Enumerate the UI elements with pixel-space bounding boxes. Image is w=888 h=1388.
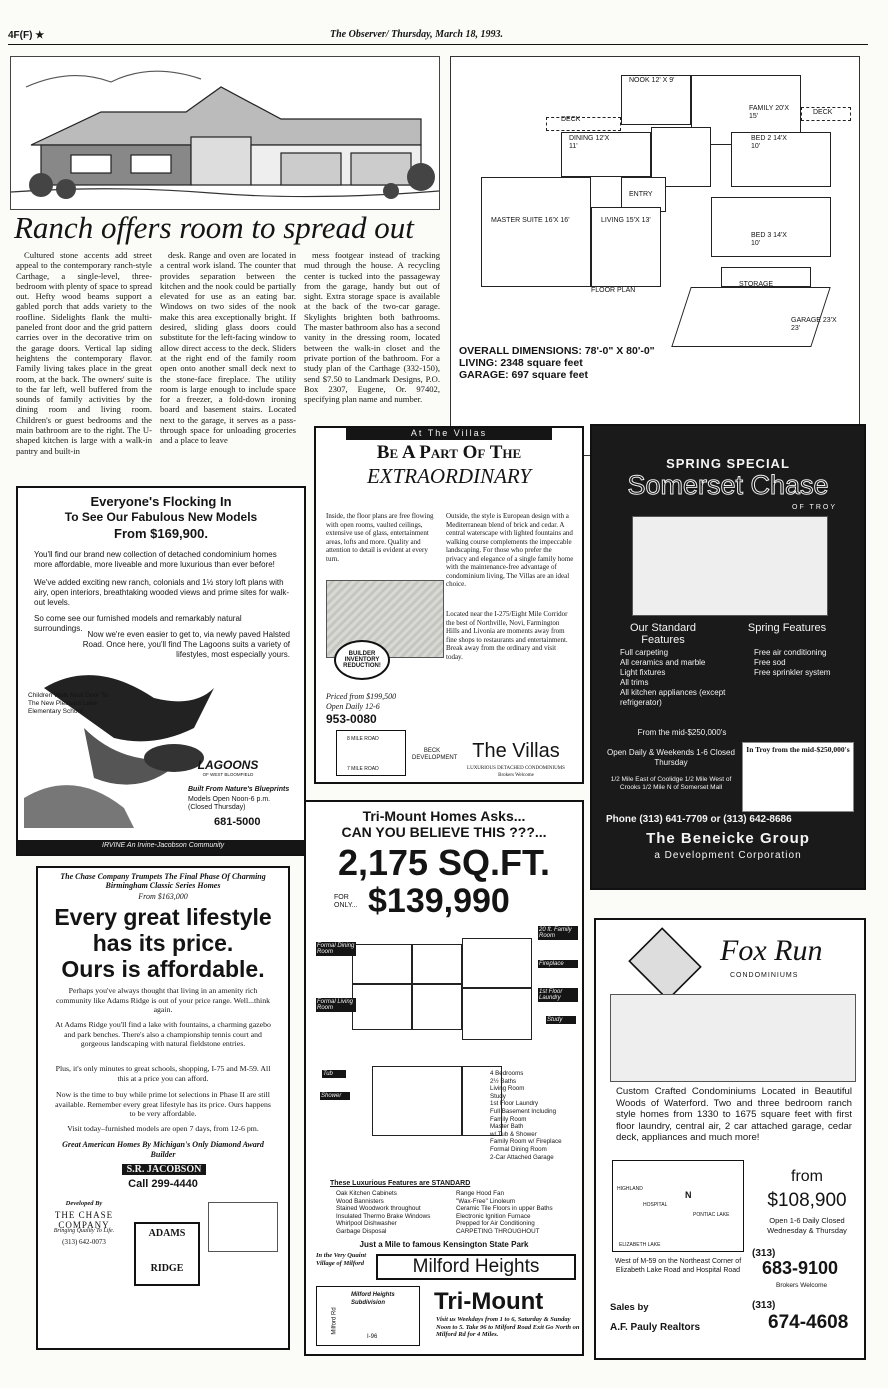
trimount-ad bbox=[304, 800, 584, 1356]
trimount-logo: Tri-Mount bbox=[434, 1288, 544, 1315]
villas-phone: 953-0080 bbox=[326, 712, 377, 726]
somerset-list1: Full carpeting All ceramics and marble Light fixtures All trims All kitchen appliances (except refrigerator) bbox=[620, 648, 726, 707]
trimount-price: $139,990 bbox=[368, 882, 510, 920]
chase-p5: Visit today–furnished models are open 7 days, from 12-6 pm. bbox=[67, 1124, 259, 1133]
trimount-map bbox=[316, 1286, 420, 1346]
room-label: ENTRY bbox=[629, 191, 653, 198]
map-road: 8 MILE ROAD bbox=[347, 736, 379, 742]
map-road: HOSPITAL bbox=[643, 1202, 668, 1208]
chase-p2: At Adams Ridge you'll find a lake with fountains, a charming gazebo and park benches. There's also a championship tennis court and gorgeous landscaping with natural fieldstone entries. bbox=[55, 1020, 271, 1048]
somerset-h2: Spring Features bbox=[747, 622, 827, 634]
villas-left-text: Inside, the floor plans are free flowing with open rooms, vaulted ceilings, extensive use of glass, entertainment areas, lofts and more. Quality and attention to detail is evident at every turn. bbox=[326, 512, 434, 563]
room-bed3 bbox=[711, 197, 831, 257]
lagoons-h3: From $169,900. bbox=[114, 526, 208, 541]
overall-dimensions: OVERALL DIMENSIONS: 78'-0" X 80'-0" LIVING: 2348 square feet GARAGE: 697 square feet bbox=[459, 345, 655, 381]
villas-title-1: Be A Part Of The bbox=[376, 442, 522, 463]
trimount-tag: Shower bbox=[320, 1092, 350, 1100]
lagoons-hours: Models Open Noon-6 p.m. (Closed Thursday) bbox=[188, 796, 271, 811]
chase-map bbox=[208, 1202, 278, 1252]
villas-banner: At The Villas bbox=[346, 428, 552, 440]
somerset-of: OF TROY bbox=[792, 504, 837, 511]
chase-phone: (313) 642-0073 bbox=[62, 1238, 106, 1246]
foxrun-area2: (313) bbox=[752, 1300, 776, 1311]
room bbox=[462, 938, 532, 988]
map-north: N bbox=[685, 1190, 692, 1200]
villas-sub: LUXURIOUS DETACHED CONDOMINIUMS bbox=[467, 766, 565, 771]
villas-ad bbox=[314, 426, 584, 784]
lagoons-ad bbox=[16, 486, 306, 856]
foxrun-emblem bbox=[628, 927, 702, 1001]
room-master bbox=[481, 177, 591, 287]
room-deck-left bbox=[546, 117, 621, 131]
trimount-tag: 1st Floor Laundry bbox=[538, 988, 578, 1002]
lagoons-logo: LAGOONS bbox=[197, 758, 259, 772]
room-label: BED 2 14'X 10' bbox=[751, 135, 787, 150]
room bbox=[462, 988, 532, 1040]
lagoons-h2: To See Our Fabulous New Models bbox=[64, 510, 258, 524]
room bbox=[372, 1066, 462, 1136]
foxrun-sales: Sales by bbox=[610, 1302, 649, 1313]
lagoons-logo-sub: OF WEST BLOOMFIELD bbox=[202, 772, 254, 777]
villas-right-1: Outside, the style is European design with a Mediterranean blend of brick and cedar. A central waterscape with lighted fountains and walking course complements the impeccable landscaping. For those who prefer the privacy and elegance of a single family home with the maintenance-free advantage of condominium living, The Villas are an ideal choice. bbox=[446, 512, 574, 588]
trimount-std1: Oak Kitchen Cabinets Wood Bannisters Stained Woodwork throughout Insulated Thermo Brake Windows Whirlpool Dishwasher Garbage Disposal bbox=[336, 1190, 431, 1235]
trimount-tag: Formal Dining Room bbox=[317, 943, 355, 955]
page-header: The Observer/ Thursday, March 18, 1993. bbox=[330, 29, 503, 40]
ranch-illustration bbox=[10, 56, 440, 210]
somerset-top: SPRING SPECIAL bbox=[666, 456, 790, 471]
lagoons-p2: We've added exciting new ranch, colonials and 1½ story loft plans with airy, open interiors, breathtaking wooded views and prime sites for walk-out levels. bbox=[34, 578, 290, 607]
room-label: FLOOR PLAN bbox=[591, 287, 636, 294]
trimount-tag: Fireplace bbox=[538, 960, 578, 968]
villas-price: Priced from $199,500 bbox=[326, 692, 397, 701]
chase-tag: Great American Homes By Michigan's Only Diamond Award Builder bbox=[62, 1140, 264, 1159]
map-sub: Milford Heights Subdivision bbox=[351, 1292, 395, 1306]
trimount-ask: Tri-Mount Homes Asks... bbox=[362, 808, 526, 824]
lagoons-built: Built From Nature's Blueprints bbox=[188, 786, 290, 793]
header-rule bbox=[8, 44, 868, 45]
somerset-dir: 1/2 Mile East of Coolidge 1/2 Mile West of Crooks 1/2 Mile N of Somerset Mall bbox=[610, 776, 732, 791]
chase-p1: Perhaps you've always thought that living in an amenity rich community like Adams Ridge is out of your price range. Well...think again. bbox=[55, 986, 271, 1014]
chase-company: THE CHASE COMPANY bbox=[54, 1210, 114, 1230]
somerset-from: From the mid-$250,000's bbox=[637, 728, 727, 737]
villas-hours: Open Daily 12-6 bbox=[326, 702, 380, 711]
foxrun-brokers: Brokers Welcome bbox=[776, 1282, 828, 1289]
foxrun-phone2: 674-4608 bbox=[768, 1312, 849, 1333]
chase-h1: Every great lifestyle bbox=[54, 904, 272, 930]
chase-intro: The Chase Company Trumpets The Final Phase Of Charming Birmingham Classic Series Homes bbox=[60, 872, 266, 890]
room-label: FAMILY 20'X 15' bbox=[749, 105, 789, 120]
room-label: STORAGE bbox=[739, 281, 774, 288]
lagoons-p1: You'll find our brand new collection of detached condominium homes more affordable, more liveable and more luxurious than ever before! bbox=[34, 550, 277, 569]
somerset-list2: Free air conditioning Free sod Free sprinkler system bbox=[754, 648, 831, 677]
trimount-tag: Tub bbox=[322, 1070, 346, 1078]
trimount-visit: Visit us Weekdays from 1 to 6, Saturday & Sunday Noon to 5. Take 96 to Milford Road Exit Go North on Milford Rd for 4 Miles. bbox=[436, 1316, 580, 1338]
ranch-headline: Ranch offers room to spread out bbox=[14, 210, 414, 245]
room-label: MASTER SUITE 16'X 16' bbox=[491, 217, 570, 224]
room bbox=[412, 984, 462, 1030]
chase-h3: Ours is affordable. bbox=[61, 956, 265, 982]
trimount-milford: Milford Heights bbox=[376, 1254, 576, 1280]
trimount-believe: CAN YOU BELIEVE THIS ???... bbox=[341, 824, 547, 840]
room bbox=[352, 984, 412, 1030]
trimount-std-head: These Luxurious Features are STANDARD bbox=[330, 1180, 471, 1187]
lagoons-phone: 681-5000 bbox=[214, 816, 261, 828]
villas-badge: BUILDER INVENTORY REDUCTION! bbox=[334, 640, 390, 680]
map-road: I-96 bbox=[367, 1334, 378, 1340]
room bbox=[412, 944, 462, 984]
chase-quality: Bringing Quality To Life. bbox=[53, 1228, 115, 1234]
lagoons-walk: Children Walk Next Door To The New Pleasant Lake Elementary School. bbox=[28, 692, 108, 715]
somerset-hours: Open Daily & Weekends 1-6 Closed Thursday bbox=[607, 748, 735, 767]
trimount-mile: Just a Mile to famous Kensington State Park bbox=[359, 1240, 529, 1249]
foxrun-dir: West of M-59 on the Northeast Corner of Elizabeth Lake Road and Hospital Road bbox=[614, 1258, 742, 1274]
villas-beck: BECK DEVELOPMENT bbox=[412, 748, 458, 761]
map-road: ELIZABETH LAKE bbox=[619, 1242, 661, 1248]
room-label: NOOK 12' X 9' bbox=[629, 77, 675, 84]
map-road: Milford Rd bbox=[331, 1307, 338, 1335]
somerset-house bbox=[632, 516, 828, 616]
foxrun-map bbox=[612, 1160, 744, 1252]
room bbox=[352, 944, 412, 984]
map-road: 7 MILE ROAD bbox=[347, 766, 379, 772]
foxrun-house bbox=[610, 994, 856, 1082]
lagoons-footer: IRVINE An Irvine-Jacobson Community bbox=[18, 840, 304, 854]
foxrun-ad bbox=[594, 918, 866, 1360]
chase-dev: Developed By bbox=[65, 1200, 103, 1207]
trimount-std2: Range Hood Fan "Wax-Free" Linoleum Ceramic Tile Floors in upper Baths Electronic Ignition Furnace Prepped for Air Conditioning CARPETING THROUGHOUT bbox=[456, 1190, 553, 1235]
foxrun-text: Custom Crafted Condominiums Located in Beautiful Woods of Waterford. Two and three bedroom ranch style homes from 1330 to 1675 square feet with first floor laundry, central air, 2 car attached garage, cedar deck, appliances and much more! bbox=[616, 1086, 852, 1143]
map-road: HIGHLAND bbox=[617, 1186, 643, 1192]
trimount-quaint: In the Very Quaint Village of Milford bbox=[316, 1252, 367, 1267]
foxrun-hours: Open 1-6 Daily Closed Wednesday & Thursday bbox=[767, 1216, 847, 1235]
house-rendering bbox=[11, 57, 439, 209]
trimount-for: FOR ONLY... bbox=[334, 894, 358, 909]
ranch-col-3: mess footgear instead of tracking mud through the house. A recycling center is tucked into the passageway from the garage, handy but out of sight. Extra storage space is available at the back of the two-car garage. Skylights brighten both bathrooms. The master bathroom also has a second vanity in the dressing room, located between the walk-in closet and the private portion of the bathroom. For a study plan of the Carthage (332-150), send $7.50 to Landmark Designs, P.O. Box 2307, Eugene, Or. 97402, specifying plan name and number. bbox=[304, 250, 440, 405]
foxrun-phone1: 683-9100 bbox=[762, 1258, 839, 1278]
ranch-col-2: desk. Range and oven are located in a central work island. The counter that provides separation between the kitchen and the nook could be partially elevated for use as an eating bar. Windows on two sides of the nook make this area exceptionally bright. If desired, sliding glass doors could substitute for the left-facing window to allow direct access to the deck. Sliders at the right end of the family room open onto another small deck next to the stone-face fireplace. The utility room is large enough to include space for a freezer, a fold-down ironing board and basement stairs. Located next to the garage, it serves as a pass-through space for unloading groceries and a place to leave bbox=[160, 250, 296, 446]
villas-map bbox=[336, 730, 406, 776]
foxrun-from: from bbox=[791, 1168, 823, 1185]
page-number: 4F(F) ★ bbox=[8, 30, 45, 41]
trimount-tag: Study bbox=[546, 1016, 576, 1024]
chase-p3: Plus, it's only minutes to great schools, shopping, I-75 and M-59. All this at a price you can afford. bbox=[55, 1064, 271, 1083]
lagoons-p4: Now we're even easier to get to, via newly paved Halsted Road. Once here, you'll find The Lagoons suits a variety of lifestyles, most especially yours. bbox=[82, 630, 290, 659]
somerset-phone: Phone (313) 641-7709 or (313) 642-8686 bbox=[606, 814, 792, 825]
foxrun-realtor: A.F. Pauly Realtors bbox=[610, 1322, 701, 1333]
lagoons-p3: So come see our furnished models and remarkably natural surroundings. bbox=[34, 614, 242, 633]
villas-right-2: Located near the I-275/Eight Mile Corridor the best of Northville, Novi, Farmington Hills and Livonia are moments away from fine shops to restaurants and entertainment. Break away from the ordinary and visit today. bbox=[446, 610, 568, 661]
trimount-sqft: 2,175 SQ.FT. bbox=[337, 842, 551, 883]
ranch-col-1: Cultured stone accents add street appeal to the contemporary ranch-style Carthage, a single-level, three-bedroom with plenty of space to spread out. Hefty wood beams support a gabled porch that adds variety to the roofline. Sidelights flank the multi-paneled front door and the grid pattern carries over in the decorative trim on the garage doors. Vertical lap siding heightens the contemporary flavor. Family living takes place in the great room, at the back. The owners' suite is to the far left, well buffered from the sounds of family activities by the dining room and living room. Children's or guest bedrooms and the main bathroom are to the right. The U-shaped kitchen is large with a walk-in pantry and built-in bbox=[16, 250, 152, 456]
trimount-tag: Formal Living Room bbox=[316, 998, 356, 1012]
somerset-corp: a Development Corporation bbox=[654, 850, 802, 861]
trimount-features: 4 Bedrooms 2½ Baths Living Room Study 1st Floor Laundry Full Basement Including Family Room Master Bath w/ Tub & Shower Family Room w/ Fireplace Formal Dining Room 2-Car Attached Garage bbox=[490, 1070, 562, 1161]
somerset-name: Somerset Chase bbox=[627, 470, 829, 500]
foxrun-area: (313) bbox=[752, 1248, 776, 1259]
villas-brokers: Brokers Welcome bbox=[498, 773, 534, 778]
foxrun-cond: CONDOMINIUMS bbox=[730, 972, 799, 979]
chase-call: Call 299-4440 bbox=[128, 1178, 198, 1190]
adams-ridge-logo: ADAMS RIDGE bbox=[134, 1222, 200, 1286]
chase-ad bbox=[36, 866, 290, 1350]
room-label: DECK bbox=[561, 116, 581, 123]
villas-title-2: EXTRAORDINARY bbox=[366, 464, 532, 488]
somerset-in-troy: In Troy from the mid-$250,000's bbox=[742, 742, 854, 812]
somerset-ad bbox=[590, 424, 866, 890]
chase-from: From $163,000 bbox=[138, 892, 188, 901]
room-label: LIVING 15'X 13' bbox=[601, 217, 651, 224]
floor-plan bbox=[450, 56, 860, 456]
villas-logo: The Villas bbox=[472, 740, 560, 762]
chase-builder: S.R. JACOBSON bbox=[122, 1164, 206, 1175]
room-label: DINING 12'X 11' bbox=[569, 135, 610, 150]
chase-h2: has its price. bbox=[92, 930, 234, 956]
map-road: PONTIAC LAKE bbox=[693, 1212, 730, 1218]
lagoons-h1: Everyone's Flocking In bbox=[90, 494, 232, 509]
somerset-group: The Beneicke Group bbox=[646, 830, 810, 847]
room-label: BED 3 14'X 10' bbox=[751, 232, 787, 247]
chase-p4: Now is the time to buy while prime lot selections in Phase II are still available. Remember every great lifestyle has its price. Ours happens to be very affordable. bbox=[55, 1090, 271, 1118]
room-label: GARAGE 23'X 23' bbox=[791, 317, 837, 332]
somerset-h1: Our Standard Features bbox=[629, 622, 697, 646]
trimount-tag: 20 ft. Family Room bbox=[538, 926, 578, 940]
foxrun-name: Fox Run bbox=[720, 934, 823, 967]
room-label: DECK bbox=[813, 109, 833, 116]
foxrun-price: $108,900 bbox=[767, 1190, 847, 1211]
